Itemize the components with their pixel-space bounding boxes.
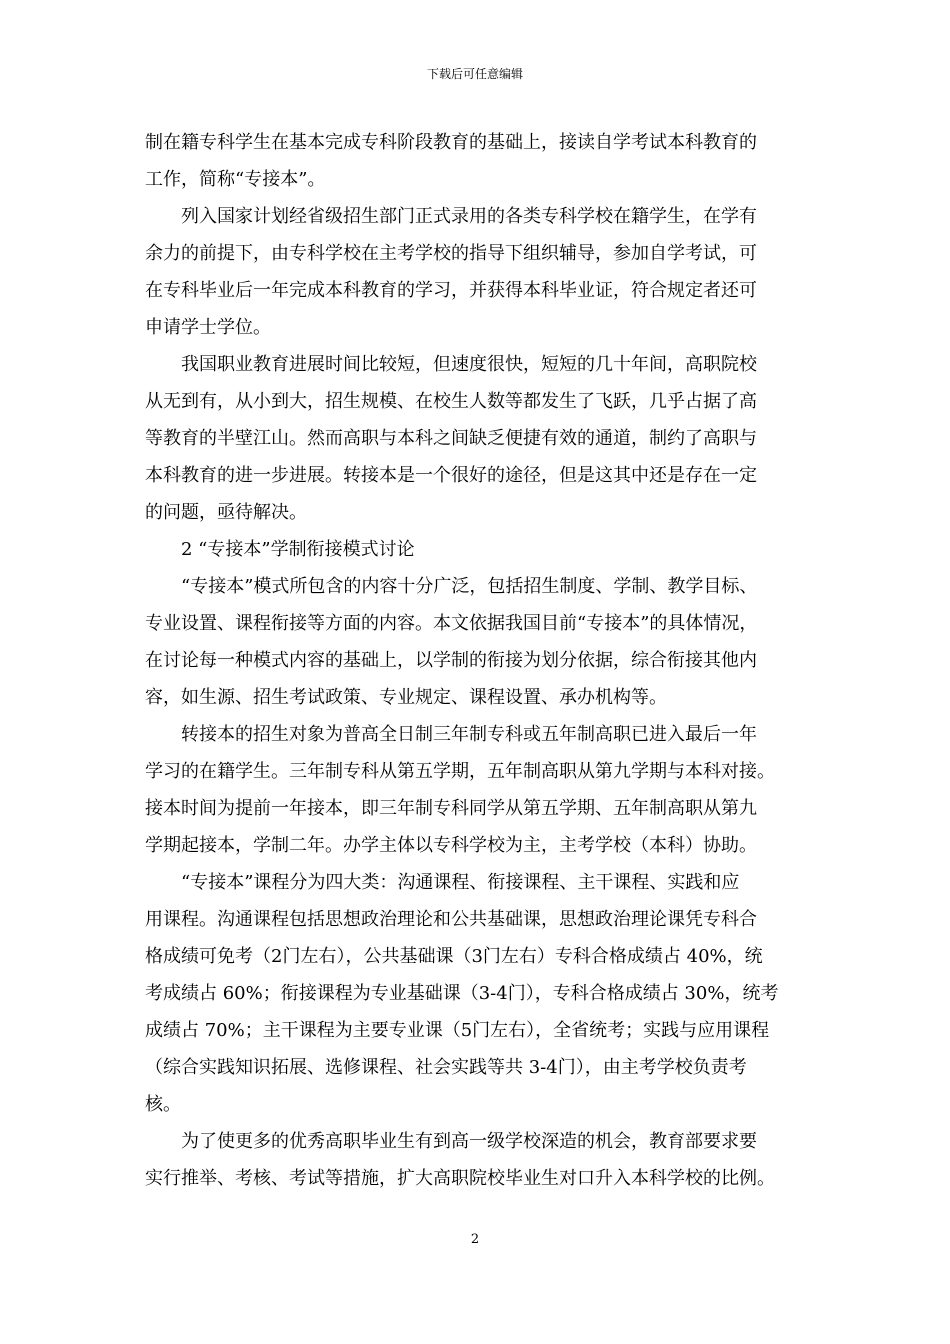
text-line: 在讨论每一种模式内容的基础上，以学制的衔接为划分依据，综合衔接其他内: [145, 650, 757, 671]
text-line: 等教育的半壁江山。然而高职与本科之间缺乏便捷有效的通道，制约了高职与: [145, 428, 757, 449]
text-line: 核。: [145, 1094, 181, 1115]
text-line: “专接本”模式所包含的内容十分广泛，包括招生制度、学制、教学目标、: [181, 576, 758, 597]
text-line: 学习的在籍学生。三年制专科从第五学期，五年制高职从第九学期与本科对接。: [145, 761, 775, 782]
paragraph-further-study: [145, 1123, 810, 1197]
text-line: 接本时间为提前一年接本，即三年制专科同学从第五学期、五年制高职从第九: [145, 798, 757, 819]
text-line: 工作，简称“专接本”。: [145, 169, 326, 190]
page-header: 下载后可任意编辑: [426, 67, 523, 81]
text-line: 制在籍专科学生在基本完成专科阶段教育的基础上，接读自学考试本科教育的: [145, 132, 757, 153]
text-line: 的问题，亟待解决。: [145, 502, 307, 523]
text-line: 列入国家计划经省级招生部门正式录用的各类专科学校在籍学生，在学有: [181, 206, 757, 227]
text-line: 成绩占 70%；主干课程为主要专业课（5门左右），全省统考；实践与应用课程: [145, 1020, 770, 1041]
text-line: “专接本”课程分为四大类：沟通课程、衔接课程、主干课程、实践和应: [181, 872, 740, 893]
paragraph-enrollment: [145, 198, 810, 346]
text-line: 实行推举、考核、考试等措施，扩大高职院校毕业生对口升入本科学校的比例。: [145, 1168, 775, 1189]
text-line: （综合实践知识拓展、选修课程、社会实践等共 3-4门），由主考学校负责考: [145, 1057, 747, 1078]
section-heading-text: 2 “专接本”学制衔接模式讨论: [181, 539, 415, 560]
text-line: 余力的前提下，由专科学校在主考学校的指导下组织辅导，参加自学考试，可: [145, 243, 757, 264]
text-line: 考成绩占 60%；衔接课程为专业基础课（3-4门），专科合格成绩占 30%，统考: [145, 983, 779, 1004]
text-line: 本科教育的进一步进展。转接本是一个很好的途径，但是这其中还是存在一定: [145, 465, 757, 486]
text-line: 为了使更多的优秀高职毕业生有到高一级学校深造的机会，教育部要求要: [181, 1131, 757, 1152]
text-line: 用课程。沟通课程包括思想政治理论和公共基础课，思想政治理论课凭专科合: [145, 909, 757, 930]
text-line: 转接本的招生对象为普高全日制三年制专科或五年制高职已进入最后一年: [181, 724, 757, 745]
text-line: 从无到有，从小到大，招生规模、在校生人数等都发生了飞跃，几乎占据了高: [145, 391, 757, 412]
paragraph-continuation: [145, 124, 810, 198]
text-line: 专业设置、课程衔接等方面的内容。本文依据我国目前“专接本”的具体情况，: [145, 613, 758, 634]
document-body: [145, 124, 810, 1197]
paragraph-curriculum: [145, 864, 810, 1123]
paragraph-vocational-development: [145, 346, 810, 531]
paragraph-admission-targets: [145, 716, 810, 864]
text-line: 学期起接本，学制二年。办学主体以专科学校为主，主考学校（本科）协助。: [145, 835, 757, 856]
page-number: 2: [470, 1232, 480, 1247]
text-line: 容，如生源、招生考试政策、专业规定、课程设置、承办机构等。: [145, 687, 667, 708]
text-line: 格成绩可免考（2门左右），公共基础课（3门左右）专科合格成绩占 40%，统: [145, 946, 763, 967]
text-line: 申请学士学位。: [145, 317, 271, 338]
section-heading: [145, 531, 810, 568]
text-line: 我国职业教育进展时间比较短，但速度很快，短短的几十年间，高职院校: [181, 354, 757, 375]
text-line: 在专科毕业后一年完成本科教育的学习，并获得本科毕业证，符合规定者还可: [145, 280, 757, 301]
paragraph-model-content: [145, 568, 810, 716]
